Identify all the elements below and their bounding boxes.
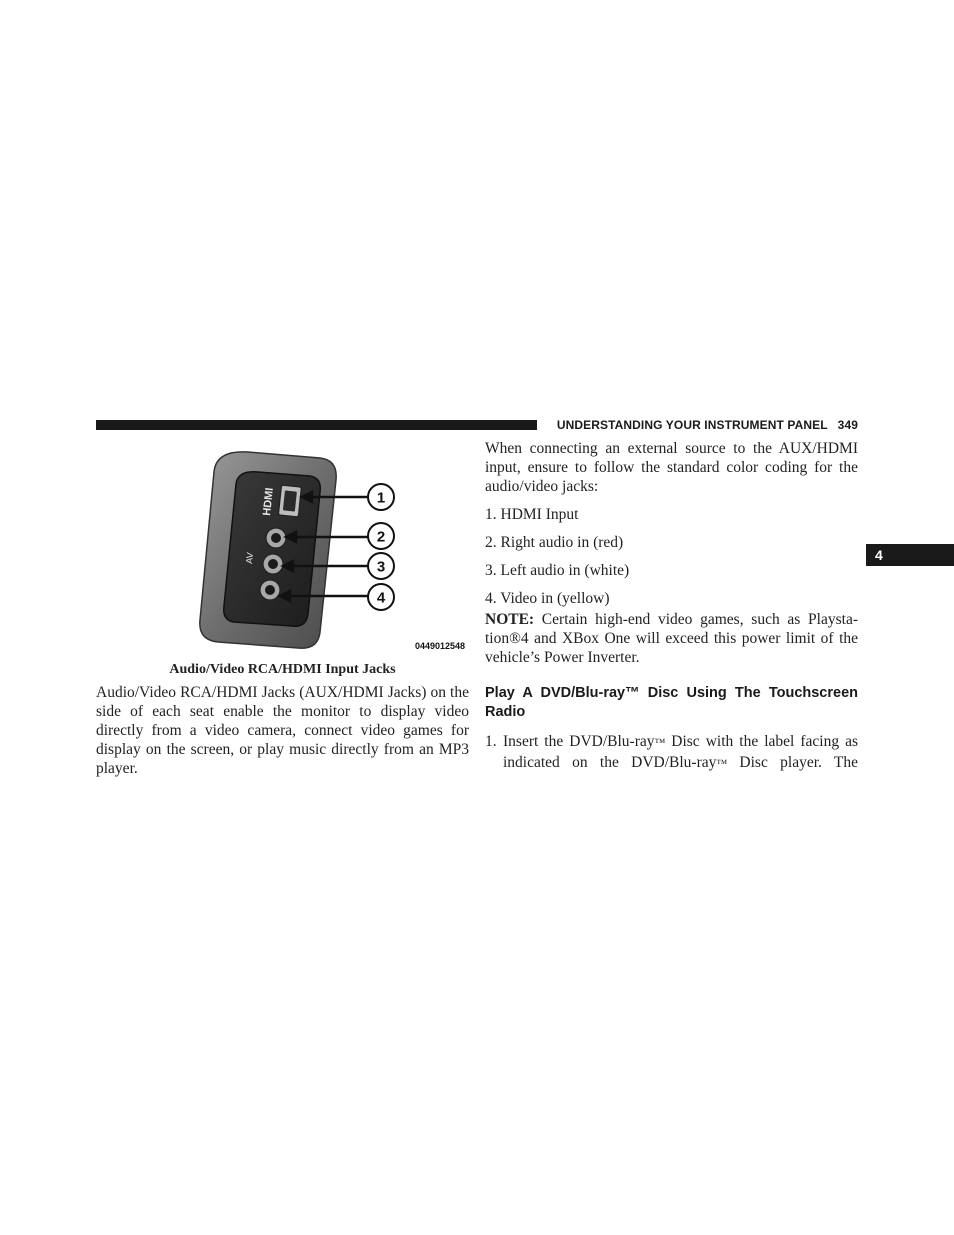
header-rule — [96, 420, 537, 430]
note-label: NOTE: — [485, 611, 535, 628]
svg-text:2: 2 — [376, 528, 386, 546]
jack-panel-figure — [170, 442, 470, 656]
svg-text:3: 3 — [376, 558, 386, 576]
list-item: 3. Left audio in (white) — [485, 562, 630, 579]
page-number: 349 — [837, 418, 858, 432]
note-text: Certain high-end video games, such as Playsta-tion®4 and XBox One will exceed this power limit of the vehicle’s Power Inverter. — [485, 611, 858, 666]
callout-3 — [368, 553, 394, 579]
step-item — [485, 732, 858, 774]
callout-2 — [368, 523, 394, 549]
figure-caption: Audio/Video RCA/HDMI Input Jacks — [169, 662, 396, 677]
rca-jack-left-audio — [263, 554, 283, 574]
svg-text:1: 1 — [376, 489, 386, 507]
section-title: UNDERSTANDING YOUR INSTRUMENT PANEL — [556, 418, 828, 432]
svg-text:4: 4 — [376, 589, 386, 607]
list-item: 4. Video in (yellow) — [485, 590, 610, 607]
step-text: Insert the DVD/Blu-ray™ Disc with the label facing as indicated on the DVD/Blu-ray™ Disc player. The — [503, 733, 858, 771]
callout-4 — [368, 584, 394, 610]
hdmi-port — [278, 485, 301, 517]
list-item: 1. HDMI Input — [485, 506, 579, 523]
dvd-steps — [485, 732, 858, 774]
hdmi-label: HDMI — [261, 487, 276, 517]
jack-color-list — [485, 496, 858, 608]
jack-panel-illustration — [170, 442, 470, 656]
step-number: 1. — [485, 733, 497, 750]
rca-jack-video — [260, 580, 280, 600]
note-paragraph — [485, 610, 858, 667]
right-column — [485, 439, 858, 774]
callout-1 — [368, 484, 394, 510]
aux-jacks-description: Audio/Video RCA/HDMI Jacks (AUX/HDMI Jacks) on the side of each seat enable the monitor to display video directly from a video camera, connect video games for display on the screen, or play music directly from an MP3 player. — [96, 684, 469, 777]
av-label: AV — [244, 551, 256, 565]
intro-paragraph: When connecting an external source to the AUX/HDMI input, ensure to follow the standard color coding for the audio/video jacks: — [485, 440, 858, 495]
section-heading: Play A DVD/Blu-ray™ Disc Using The Touchscreen Radio — [485, 685, 858, 720]
chapter-number: 4 — [875, 547, 883, 563]
running-header — [546, 417, 858, 433]
chapter-tab — [866, 544, 954, 566]
image-code: 0449012548 — [414, 641, 465, 651]
rca-jack-right-audio — [266, 528, 286, 548]
list-item: 2. Right audio in (red) — [485, 534, 624, 551]
